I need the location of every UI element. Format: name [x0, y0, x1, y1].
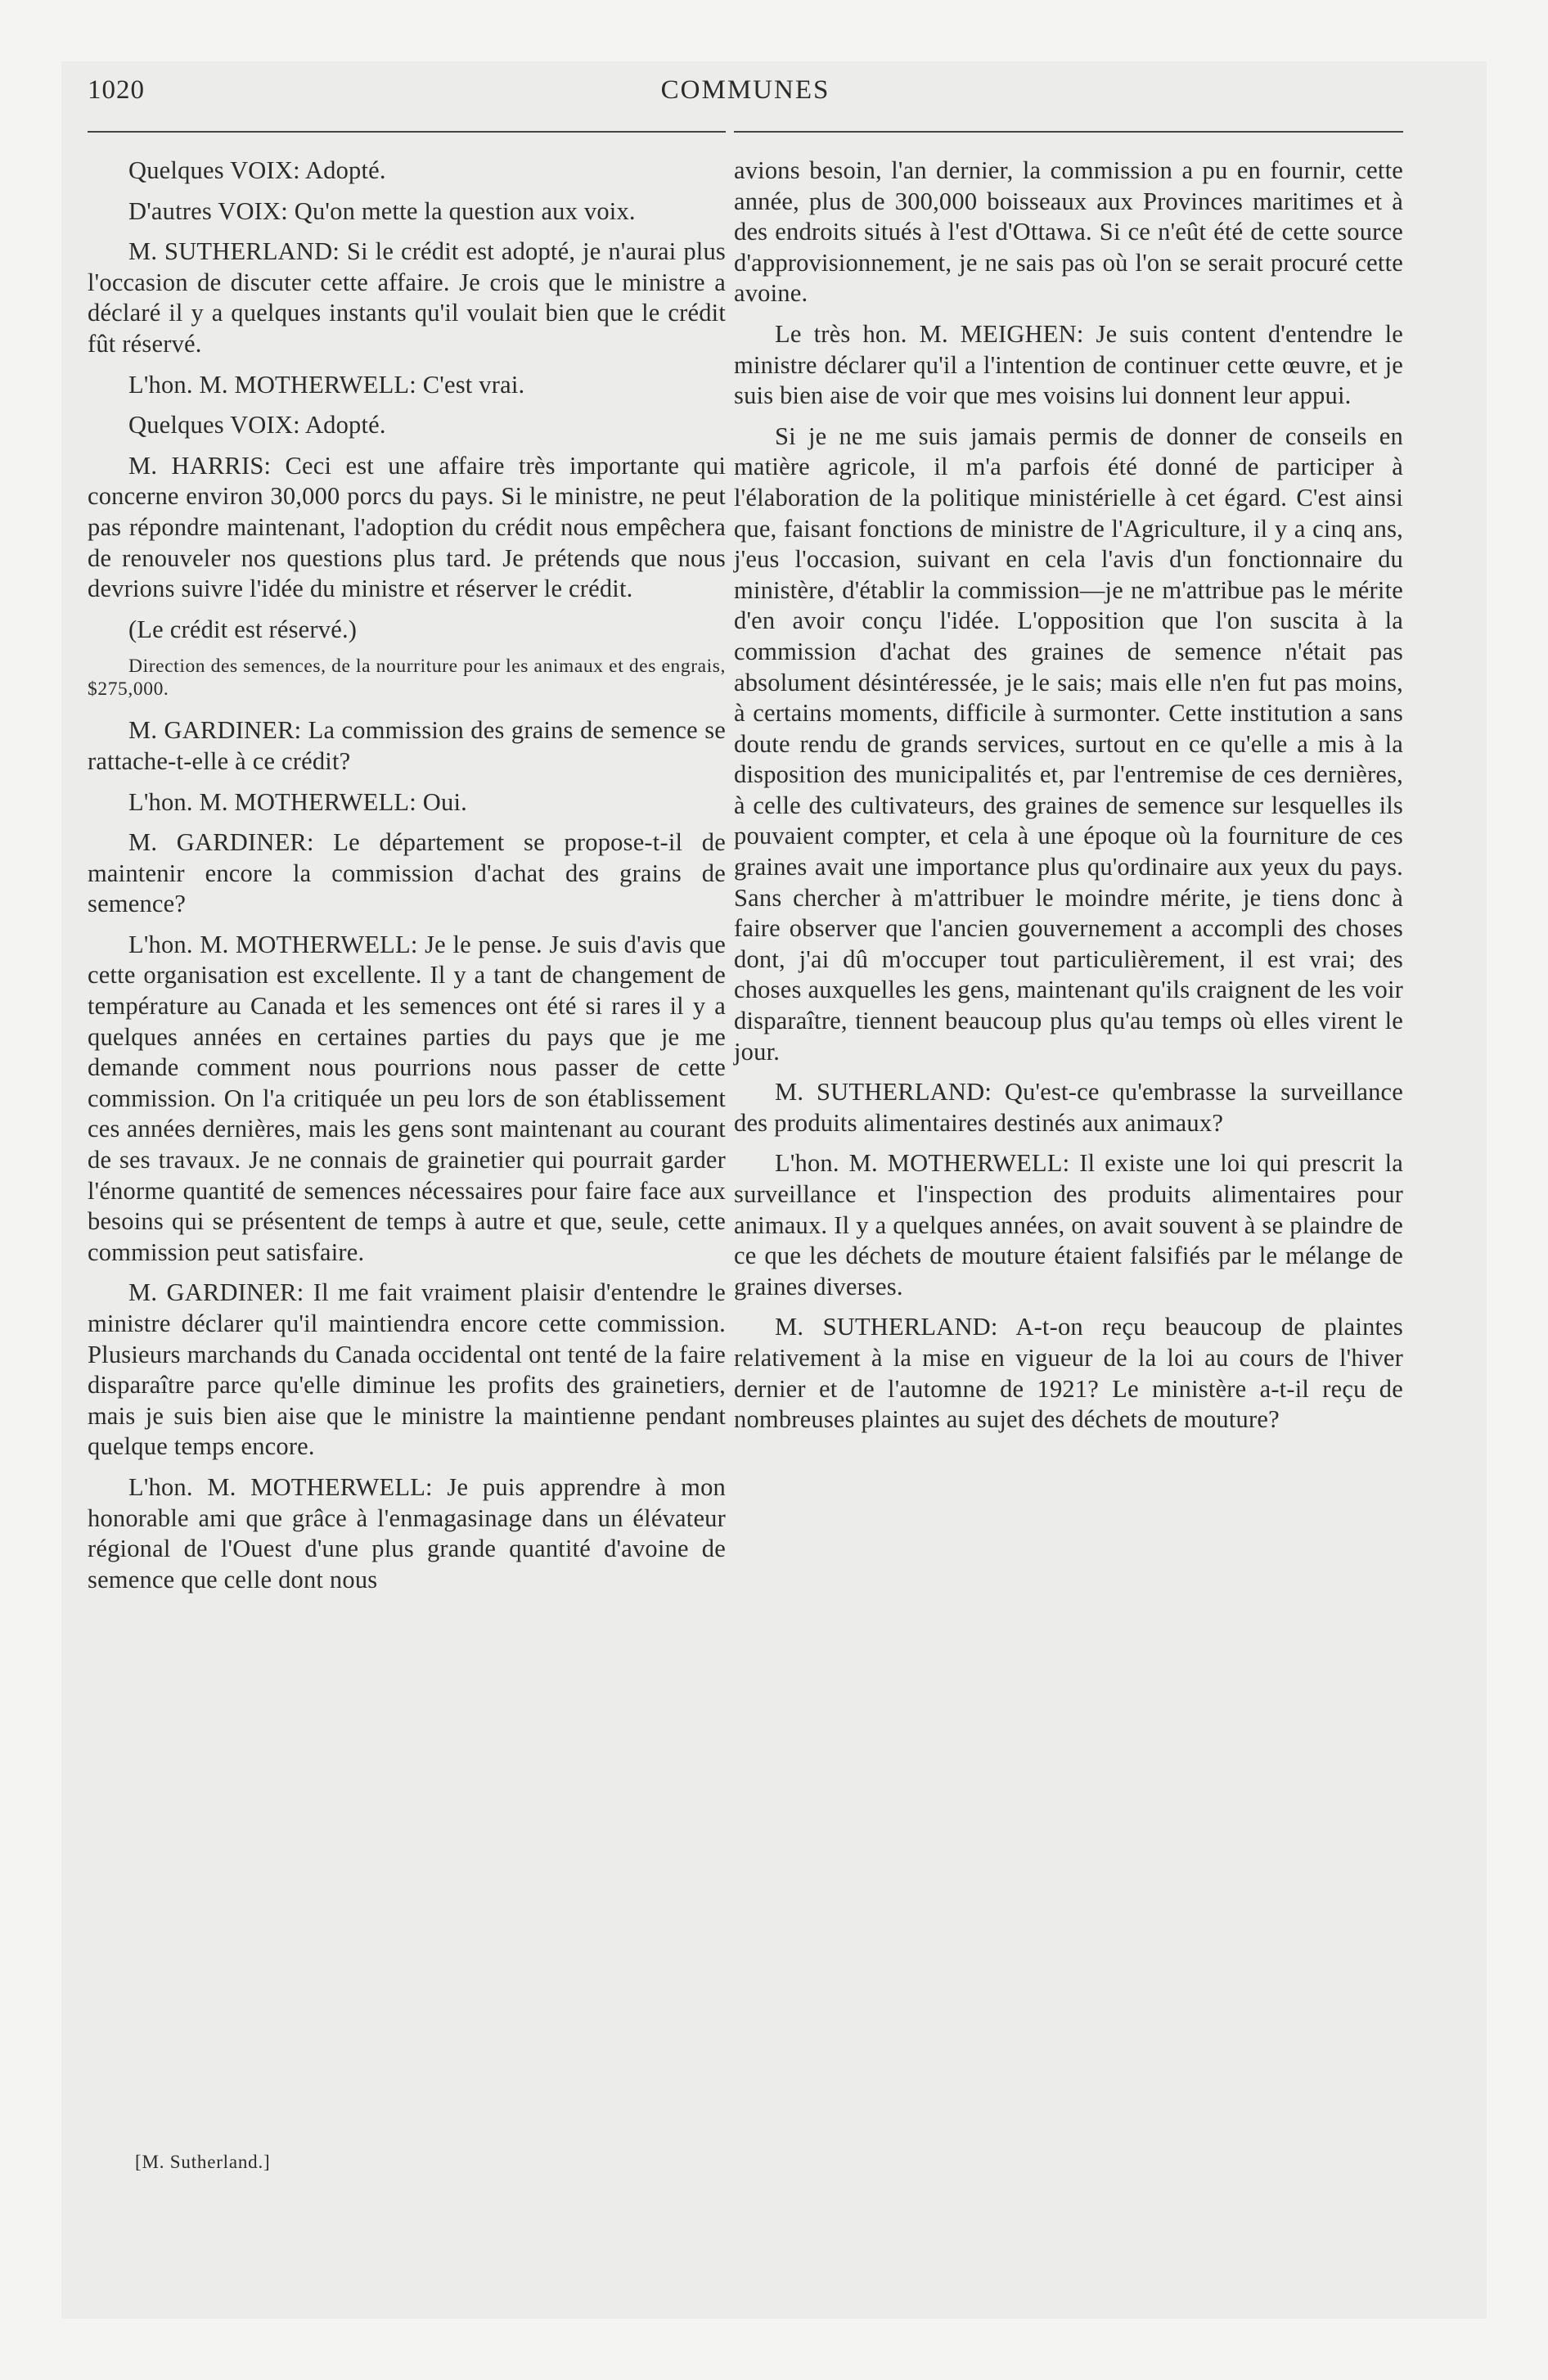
paragraph: L'hon. M. MOTHERWELL: Je le pense. Je suis d'avis que cette organisation est excellente. Il y a tant de changement de température au Canada et les semences ont été si rares il y a quelques années en certaines parties du pays que je me demande comment nous pourrions nous passer de cette commission. On l'a critiquée un peu lors de son établissement ces années dernières, mais les gens sont maintenant au courant de ses travaux. Je ne connais de grainetier qui pourrait garder l'énorme quantité de semences nécessaires pour faire face aux besoins qui se présentent de temps à autre et que, seule, cette commission peut satisfaire. [88, 930, 726, 1266]
header-rule-left [88, 131, 726, 133]
right-column [734, 156, 1403, 1445]
paragraph: M. GARDINER: Il me fait vraiment plaisir d'entendre le ministre déclarer qu'il maintiendra encore cette commission. Plusieurs marchands du Canada occidental ont tenté de la faire disparaître parce qu'elle diminue les profits des grainetiers, mais je suis bien aise que le ministre la maintienne pendant quelque temps encore. [88, 1278, 726, 1461]
page-number: 1020 [88, 75, 145, 105]
vote-item-heading: Direction des semences, de la nourriture pour les animaux et des engrais, $275,000. [88, 656, 726, 701]
paragraph: L'hon. M. MOTHERWELL: Il existe une loi qui prescrit la surveillance et l'inspection des produits alimentaires pour animaux. Il y a quelques années, on avait souvent à se plaindre de ce que les déchets de mouture étaient falsifiés par le mélange de graines diverses. [734, 1149, 1403, 1300]
paragraph: D'autres VOIX: Qu'on mette la question aux voix. [128, 196, 636, 225]
paragraph: M. GARDINER: La commission des grains de semence se rattache-t-elle à ce crédit? [88, 716, 726, 775]
paragraph: (Le crédit est réservé.) [128, 615, 358, 643]
paragraph: L'hon. M. MOTHERWELL: Oui. [128, 787, 467, 816]
paragraph: M. SUTHERLAND: A-t-on reçu beaucoup de plaintes relativement à la mise en vigueur de la loi au cours de l'hiver dernier et de l'automne de 1921? Le ministère a-t-il reçu de nombreuses plaintes au sujet des déchets de mouture? [734, 1313, 1403, 1434]
paragraph: L'hon. M. MOTHERWELL: C'est vrai. [128, 370, 525, 399]
paragraph: Le très hon. M. MEIGHEN: Je suis content d'entendre le ministre déclarer qu'il a l'intention de continuer cette œuvre, et je suis bien aise de voir que mes voisins lui donnent leur appui. [734, 319, 1403, 410]
paragraph: M. HARRIS: Ceci est une affaire très importante qui concerne environ 30,000 porcs du pays. Si le ministre, ne peut pas répondre maintenant, l'adoption du crédit nous empêchera de renouveler nos questions plus tard. Je prétends que nous devrions suivre l'idée du ministre et réserver le crédit. [88, 451, 726, 603]
paragraph: M. SUTHERLAND: Si le crédit est adopté, je n'aurai plus l'occasion de discuter cette affaire. Je crois que le ministre a déclaré il y a quelques instants qu'il voulait bien que le crédit fût réservé. [88, 237, 726, 358]
header-rule-right [734, 131, 1403, 133]
paragraph: avions besoin, l'an dernier, la commission a pu en fournir, cette année, plus de 300,000 boisseaux aux Provinces maritimes et à des endroits situés à l'est d'Ottawa. Si ce n'eût été de cette source d'approvisionnement, je ne sais pas où l'on se serait procuré cette avoine. [734, 156, 1403, 308]
paragraph: M. GARDINER: Le département se propose-t-il de maintenir encore la commission d'achat des grains de semence? [88, 828, 726, 918]
running-title: COMMUNES [660, 75, 830, 105]
speaker-signature: [M. Sutherland.] [135, 2152, 271, 2172]
paragraph: L'hon. M. MOTHERWELL: Je puis apprendre à mon honorable ami que grâce à l'enmagasinage dans un élévateur régional de l'Ouest d'une plus grande quantité d'avoine de semence que celle dont nous [88, 1472, 726, 1593]
left-column [88, 156, 726, 1605]
paragraph: Si je ne me suis jamais permis de donner de conseils en matière agricole, il m'a parfois été donné de participer à l'élaboration de la politique ministérielle à cet égard. C'est ainsi que, faisant fonctions de ministre de l'Agriculture, il y a cinq ans, j'eus l'occasion, suivant en cela l'avis d'un fonctionnaire du ministère, d'établir la commission—je ne m'attribue pas le mérite d'en avoir conçu l'idée. L'opposition que l'on suscita à la commission d'achat des graines de semence n'était pas absolument désintéressée, je le sais; mais elle n'en fut pas moins, à certains moments, difficile à surmonter. Cette institution a sans doute rendu de grands services, surtout en ce qu'elle a mis à la disposition des municipalités et, par l'entremise de ces dernières, à celle des cultivateurs, des graines de semence sur lesquelles ils pouvaient compter, et cela à une époque où la fourniture de ces graines avait une importance plus qu'ordinaire aux yeux du pays. Sans chercher à m'attribuer le moindre mérite, je tiens donc à faire observer que l'ancien gouvernement a accompli des choses dont, j'ai dû m'occuper tout particulièrement, il est vrai; des choses auxquelles les gens, maintenant qu'ils craignent de les voir disparaître, tiennent beaucoup plus qu'au temps où elles virent le jour. [734, 421, 1403, 1066]
paragraph: Quelques VOIX: Adopté. [128, 156, 386, 184]
paragraph: M. SUTHERLAND: Qu'est-ce qu'embrasse la surveillance des produits alimentaires destinés aux animaux? [734, 1078, 1403, 1137]
paragraph: Quelques VOIX: Adopté. [128, 411, 386, 439]
page-header [88, 75, 1403, 116]
